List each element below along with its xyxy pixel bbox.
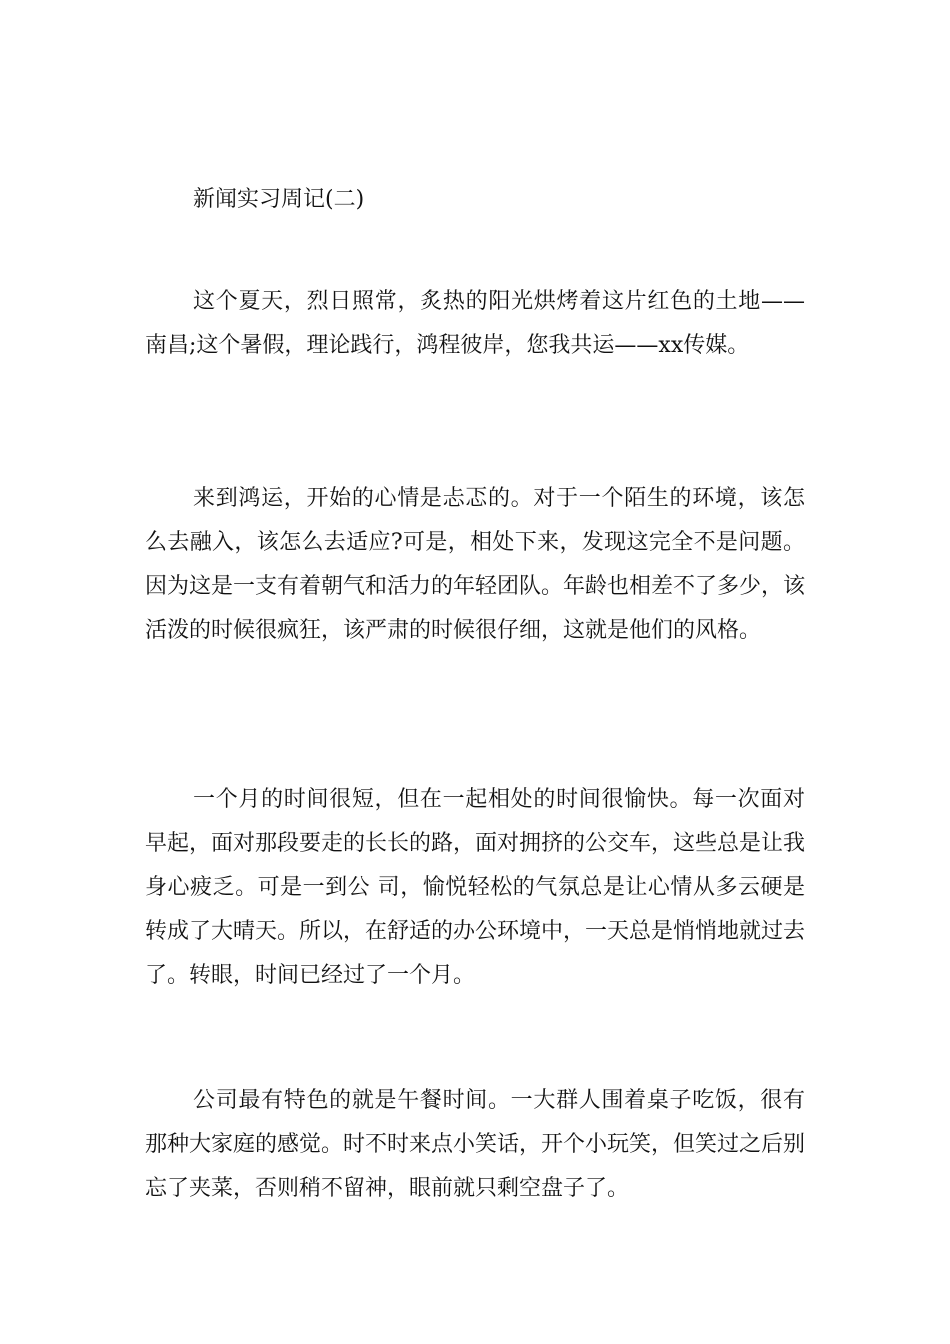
paragraph-3: 一个月的时间很短，但在一起相处的时间很愉快。每一次面对早起，面对那段要走的长长的路，面对拥挤的公交车，这些总是让我身心疲乏。可是一到公 司，愉悦轻松的气氛总是让心情从多云硬是转成了大晴天。所以，在舒适的办公环境中，一天总是悄悄地就过去了。转眼，时间已经过了一个月。 — [145, 787, 806, 988]
document-title: 新闻实习周记(二) — [193, 187, 365, 212]
paragraph-2: 来到鸿运，开始的心情是忐忑的。对于一个陌生的环境，该怎么去融入，该怎么去适应?可是，相处下来，发现这完全不是问题。因为这是一支有着朝气和活力的年轻团队。年龄也相差不了多少，该活泼的时候很疯狂，该严肃的时候很仔细，这就是他们的风格。 — [145, 486, 806, 643]
paragraph-1: 这个夏天，烈日照常，炙热的阳光烘烤着这片红色的土地——南昌;这个暑假，理论践行，鸿程彼岸，您我共运——xx传媒。 — [145, 289, 805, 358]
paragraph-4: 公司最有特色的就是午餐时间。一大群人围着桌子吃饭，很有那种大家庭的感觉。时不时来点小笑话，开个小玩笑，但笑过之后别忘了夹菜，否则稍不留神，眼前就只剩空盘子了。 — [145, 1088, 806, 1201]
